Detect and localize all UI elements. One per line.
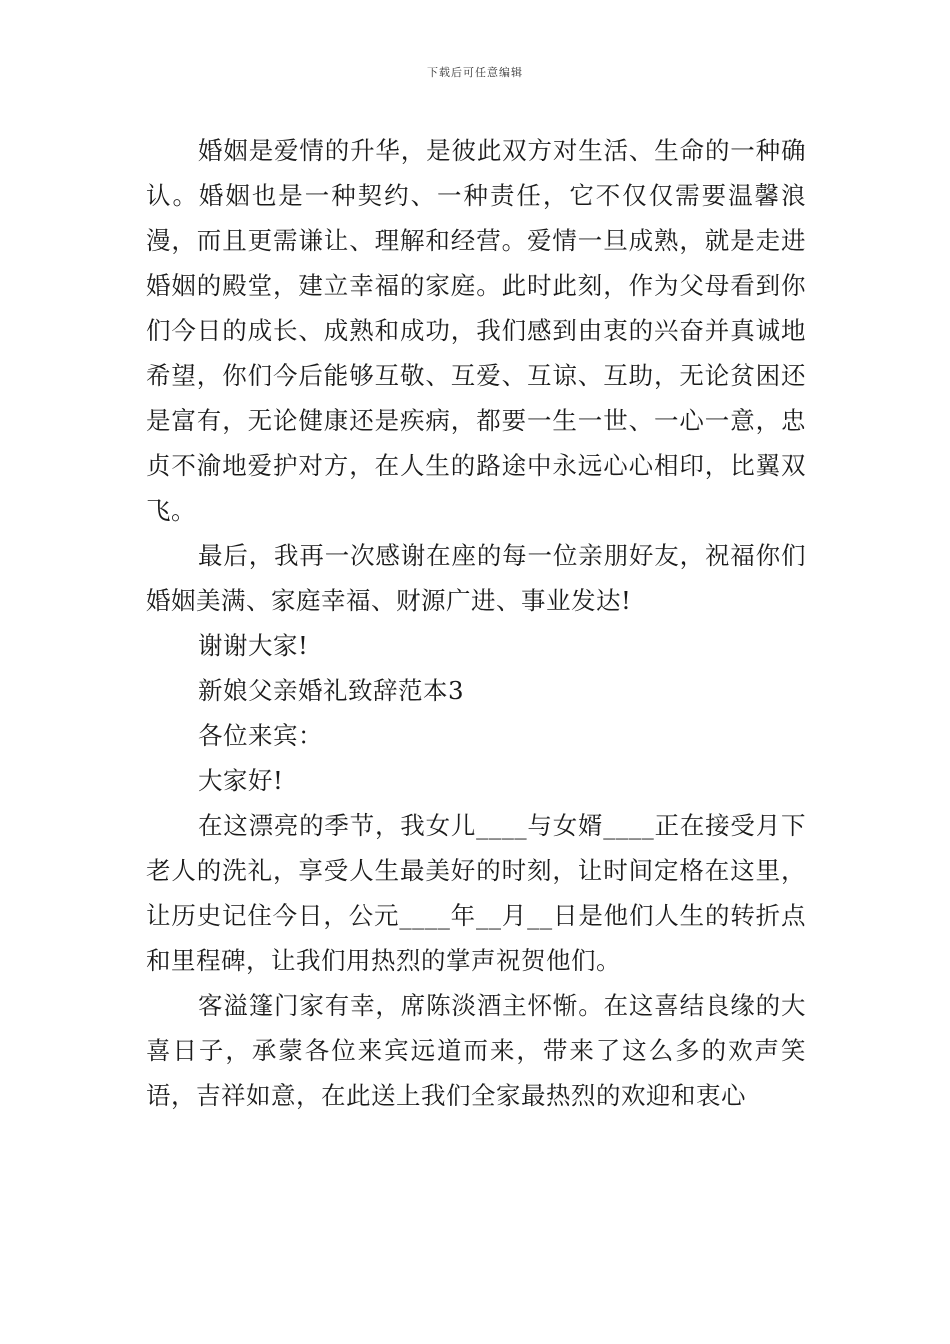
salutation-line: 各位来宾： [198,721,323,750]
paragraph-marriage: 婚姻是爱情的升华，是彼此双方对生活、生命的一种确认。婚姻也是一种契约、一种责任，它不仅仅需要温馨浪漫，而且更需谦让、理解和经营。爱情一旦成熟，就是走进婚姻的殿堂，建立幸福的家庭。此时此刻，作为父母看到你们今日的成长、成熟和成功，我们感到由衷的兴奋并真诚地希望，你们今后能够互敬、互爱、互谅、互助，无论贫困还是富有，无论健康还是疾病，都要一生一世、一心一意，忠贞不渝地爱护对方，在人生的路途中永远心心相印，比翼双飞。 [146,136,806,525]
document-body [146,128,806,1118]
paragraph-season: 在这漂亮的季节，我女儿____与女婿____正在接受月下老人的洗礼，享受人生最美好的时刻，让时间定格在这里，让历史记住今日，公元____年__月__日是他们人生的转折点和里程碑，让我们用热烈的掌声祝贺他们。 [146,811,806,975]
paragraph-welcome: 客溢篷门家有幸，席陈淡酒主怀惭。在这喜结良缘的大喜日子，承蒙各位来宾远道而来，带来了这么多的欢声笑语，吉祥如意，在此送上我们全家最热烈的欢迎和衷心 [146,991,806,1110]
header-note: 下载后可任意编辑 [427,66,523,79]
section-title: 新娘父亲婚礼致辞范本3 [198,676,465,705]
greeting-line: 大家好! [198,766,284,795]
thanks-line: 谢谢大家! [198,631,309,660]
paragraph-closing-thanks: 最后，我再一次感谢在座的每一位亲朋好友，祝福你们婚姻美满、家庭幸福、财源广进、事业发达! [146,541,806,615]
